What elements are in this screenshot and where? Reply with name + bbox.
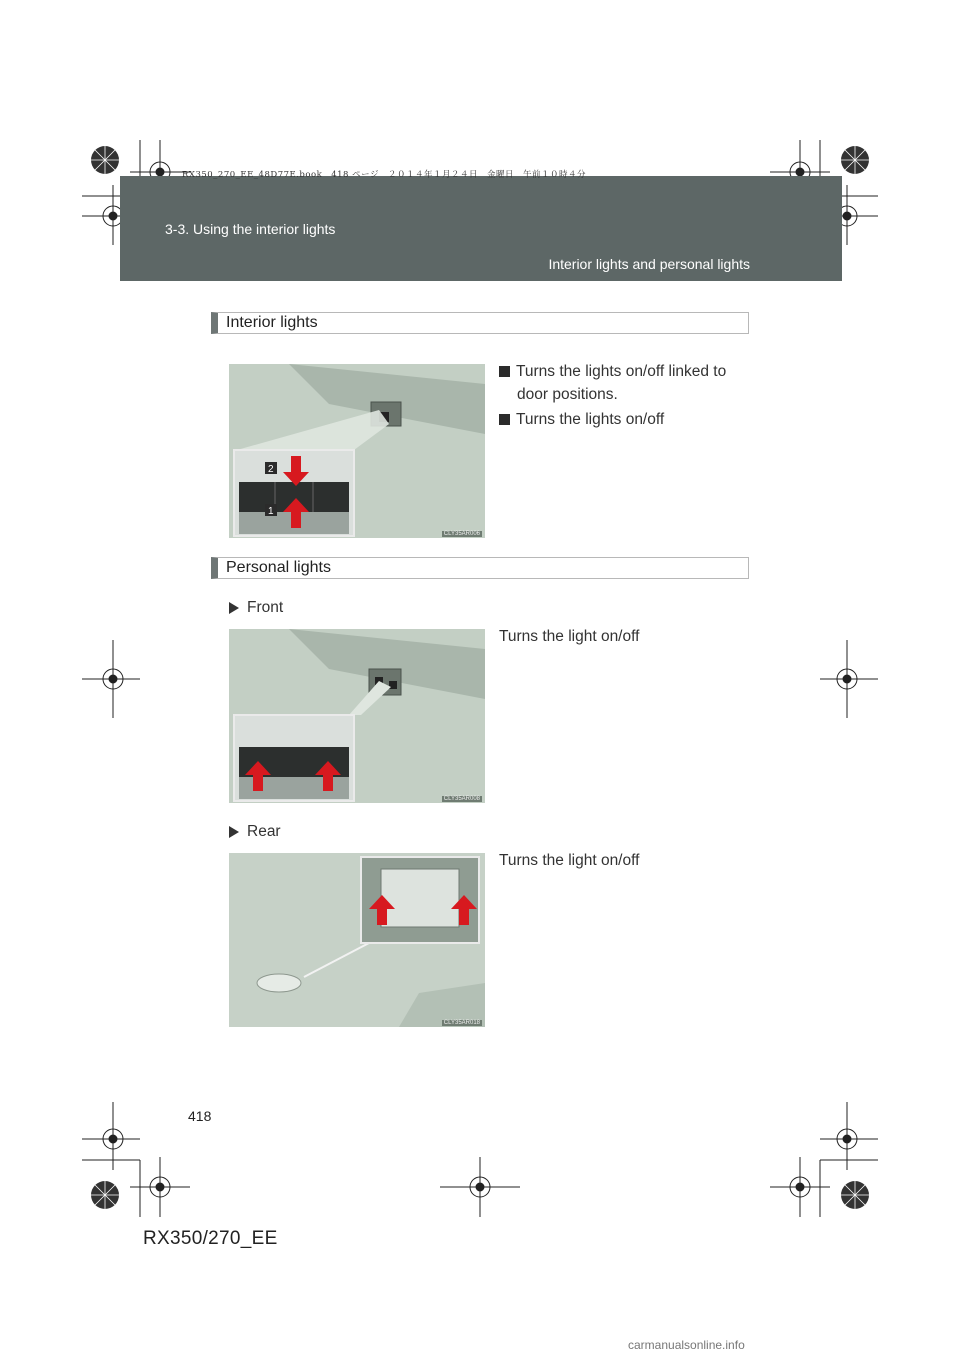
number-2-icon	[499, 414, 510, 425]
page-number: 418	[188, 1108, 212, 1124]
personal-lights-title	[211, 557, 749, 579]
rear-light-drawing	[229, 853, 485, 1027]
page-heading: Interior lights and personal lights	[548, 256, 750, 272]
rear-label	[229, 820, 281, 843]
personal-lights-title-text: Personal lights	[226, 559, 331, 576]
triangle-bullet-icon	[229, 826, 239, 838]
front-label	[229, 596, 283, 619]
rear-light-illustration	[229, 853, 485, 1027]
front-image-code: CLY35AR008	[443, 796, 480, 802]
front-description: Turns the light on/off	[499, 628, 640, 645]
rear-label-text: Rear	[247, 823, 281, 840]
interior-image-code: CLY35AR006	[443, 531, 480, 537]
model-code: RX350/270_EE	[143, 1228, 278, 1249]
interior-item-1-text-cont: door positions.	[517, 386, 618, 403]
interior-item-1	[499, 360, 749, 406]
interior-lights-title	[211, 312, 749, 334]
front-light-illustration	[229, 629, 485, 803]
front-label-text: Front	[247, 599, 284, 616]
interior-item-1-text: Turns the lights on/off linked to	[516, 363, 727, 380]
interior-lights-drawing	[229, 364, 485, 538]
interior-lights-illustration	[229, 364, 485, 538]
interior-item-2-text: Turns the lights on/off	[516, 411, 665, 428]
svg-text:2: 2	[268, 464, 274, 475]
print-info: RX350_270_EE_48D77E.book 418 ページ ２０１４年１月２４日 金曜日 午前１０時４分	[182, 170, 586, 180]
section-label: 3-3. Using the interior lights	[165, 221, 336, 237]
interior-lights-title-text: Interior lights	[226, 314, 318, 331]
rear-image-code: CLY35AR018	[443, 1020, 480, 1026]
number-1-icon	[499, 366, 510, 377]
triangle-bullet-icon	[229, 602, 239, 614]
interior-item-2	[499, 408, 749, 431]
svg-text:1: 1	[268, 506, 274, 517]
rear-description: Turns the light on/off	[499, 852, 640, 869]
watermark[interactable]: carmanualsonline.info	[628, 1338, 745, 1352]
front-light-drawing	[229, 629, 485, 803]
